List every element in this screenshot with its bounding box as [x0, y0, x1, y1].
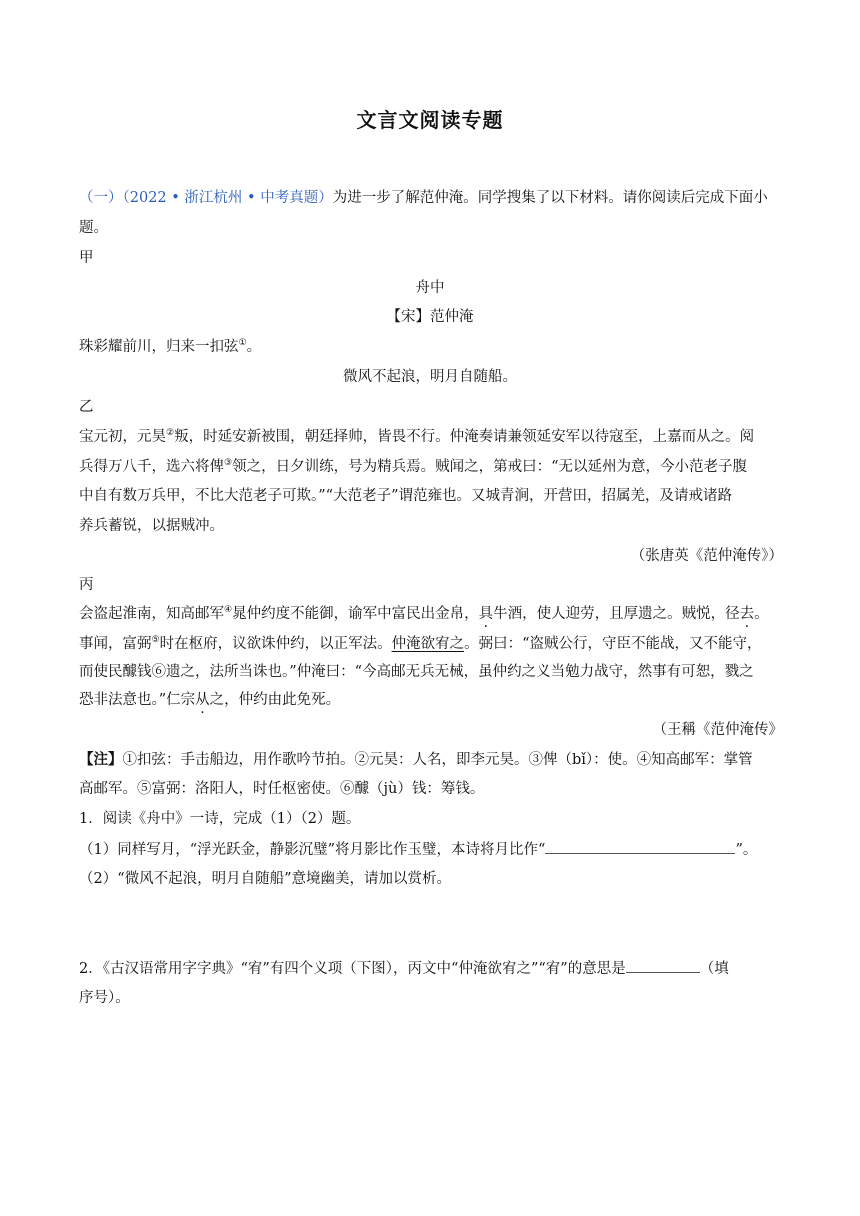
underlined-sentence: 仲淹欲宥之 [391, 636, 465, 652]
question-2-line-1 [79, 958, 783, 979]
text-span: 恐非法意也。”仁宗 [79, 692, 196, 708]
question-1-sub-2: （2）“微风不起浪，明月自随船”意境幽美，请加以赏析。 [79, 871, 452, 887]
text-span: 。弼曰：“盗贼公行，守臣不能战，又不能守， [464, 636, 762, 652]
section-label-yi: 乙 [79, 399, 94, 415]
notes-text: ①扣弦：手击船边，用作歌吟节拍。②元昊：人名，即李元昊。③俾（bǐ）：使。④知高邮军：掌管 [122, 752, 753, 768]
poem-line-2: 微风不起浪，明月自随船。 [343, 369, 517, 385]
text-span: 2．《古汉语常用字字典》“宥”有四个义项（下图），丙文中“仲淹欲宥之”“宥”的意思是 [79, 961, 626, 977]
text-span: 牛酒，使人迎劳，且厚遗之。贼悦，径 [493, 606, 740, 622]
section-label-bing: 丙 [79, 577, 94, 593]
footnote-mark: ① [238, 338, 247, 349]
footnote-mark: ④ [224, 605, 233, 616]
text-span: 晁仲约度不能御，谕军中富民出金帛， [232, 606, 479, 622]
yi-line-1 [79, 427, 783, 447]
poem-line-1 [79, 337, 783, 357]
text-span: 事闻，富弼 [79, 636, 152, 652]
question-source: （2022 • 浙江杭州 • 中考真题） [122, 190, 333, 206]
text-span: 叛，时延安新被围，朝廷择帅，皆畏不行。仲淹奏请兼领延安军以待寇至，上嘉而从之。阅 [174, 429, 755, 445]
page-title: 文言文阅读专题 [356, 108, 504, 132]
bing-line-4 [79, 690, 783, 710]
text-span: （填 [699, 961, 729, 977]
text-span: 。 [754, 606, 769, 622]
text-span: 之，仲约由此免死。 [209, 692, 341, 708]
yi-source: （张唐英《范仲淹传》） [630, 548, 783, 564]
question-1-stem: 1．阅读《舟中》一诗，完成（1）（2）题。 [79, 811, 361, 827]
text-span: 领之，日夕训练，号为精兵焉。贼闻之，第戒曰：“无以延州为意，今小范老子腹 [232, 459, 747, 475]
yi-line-4: 养兵蓄锐，以据贼冲。 [79, 518, 224, 534]
footnote-mark: ③ [224, 458, 233, 469]
poem-author: 【宋】范仲淹 [386, 309, 474, 325]
text-span: （1）同样写月，“浮光跃金，静影沉璧”将月影比作玉璧，本诗将月比作“ [79, 842, 546, 858]
bing-line-2 [79, 634, 783, 654]
notes-line-2: 高邮军。⑤富弼：洛阳人，时任枢密使。⑥醵（jù）钱：筹钱。 [79, 781, 485, 797]
text-span: 兵得万八千，选六将俾 [79, 459, 224, 475]
section-label-jia: 甲 [79, 250, 94, 266]
answer-blank[interactable] [626, 958, 700, 973]
intro-text: 为进一步了解范仲淹。同学搜集了以下材料。请你阅读后完成下面小 [332, 190, 768, 206]
poem-title: 舟中 [415, 280, 445, 296]
question-1-sub-1 [79, 839, 783, 860]
answer-blank[interactable] [545, 839, 735, 854]
bing-source: （王稱《范仲淹传》 [652, 722, 783, 738]
emphasis-dot-char: 从 [195, 692, 210, 708]
emphasis-dot-char: 具 [478, 606, 494, 622]
question-number: （一） [79, 190, 123, 206]
text-span: 会盗起淮南，知高邮军 [79, 606, 224, 622]
notes-line-1 [79, 750, 783, 770]
question-2-line-2: 序号）。 [79, 990, 130, 1006]
yi-line-3: 中自有数万兵甲，不比大范老子可欺。”“大范老子”谓范雍也。又城青涧，开营田，招属羌，及请戒诸路 [79, 488, 732, 504]
bing-line-1 [79, 604, 783, 624]
footnote-mark: ⑤ [151, 635, 160, 646]
notes-label: 【注】 [79, 751, 123, 768]
poem-text: 珠彩耀前川，归来一扣弦 [79, 339, 239, 355]
yi-line-2 [79, 457, 783, 477]
text-span: 时在枢府，议欲诛仲约，以正军法。 [159, 636, 392, 652]
poem-punct: 。 [246, 339, 262, 355]
intro-line-2: 题。 [79, 220, 108, 236]
footnote-mark: ② [166, 428, 175, 439]
text-span: ”。 [735, 842, 758, 858]
intro-line-1 [79, 188, 783, 208]
text-span: 宝元初，元昊 [79, 429, 166, 445]
emphasis-dot-char: 去 [739, 606, 755, 622]
bing-line-3: 而使民醵钱⑥遗之，法所当诛也。”仲淹曰：“今高邮无兵无械，虽仲约之义当勉力战守，然事有可恕，戮之 [79, 664, 754, 680]
